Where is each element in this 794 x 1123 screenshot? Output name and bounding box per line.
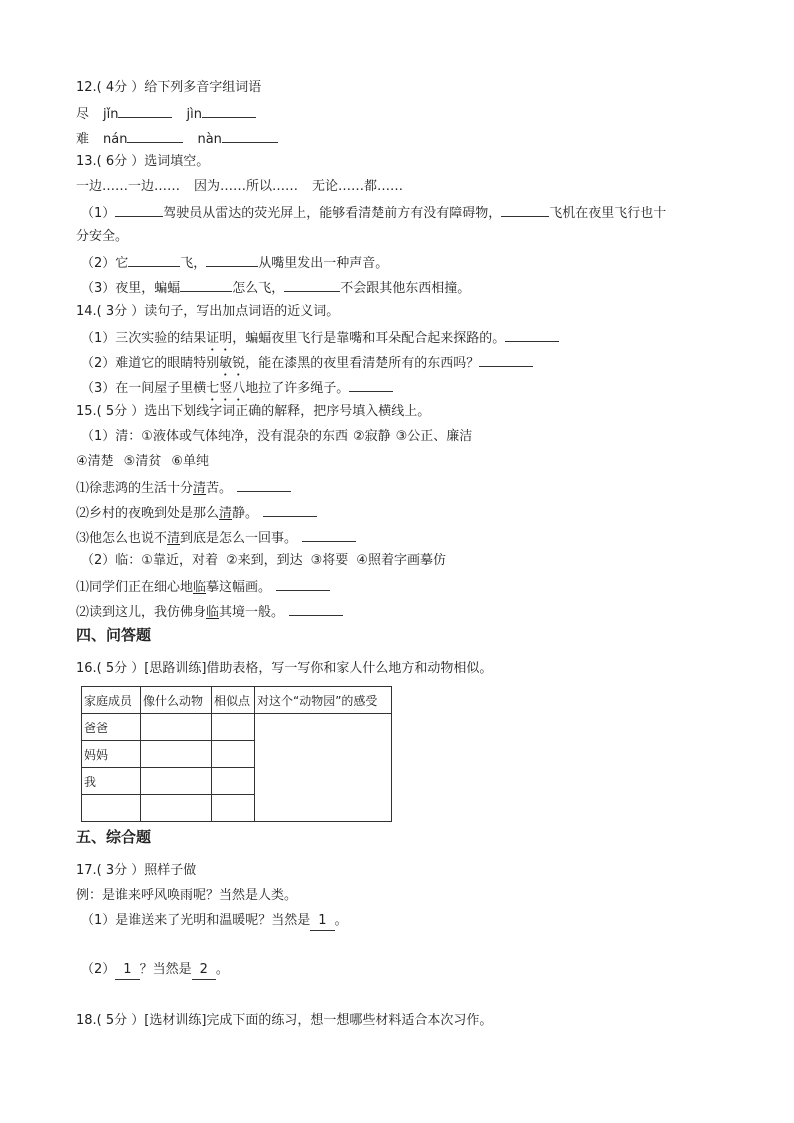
q17-text: （2） — [81, 962, 116, 977]
q14-s2-part: ，能在漆黑的夜里看清楚所有的东西吗？ — [245, 356, 480, 371]
underlined-char: 临 — [193, 580, 207, 595]
q15-part2-options — [81, 552, 446, 570]
q17-text: 。 — [334, 913, 348, 928]
q15-item-text: 摹这幅画。 — [206, 580, 272, 595]
table-cell-feeling-input[interactable] — [255, 714, 392, 822]
q15-part1-options-cont — [76, 453, 209, 471]
q14-s2-part: （2）难道它的眼睛特别 — [81, 356, 220, 371]
underlined-char: 临 — [206, 605, 220, 620]
q13-option: 无论……都…… — [312, 179, 404, 194]
answer-blank[interactable] — [237, 478, 291, 492]
q13-option: 一边……一边…… — [76, 179, 181, 194]
table-cell-input[interactable] — [212, 795, 255, 822]
answer-blank[interactable] — [206, 253, 258, 267]
dotted-word: 敏锐 — [219, 356, 246, 371]
q13-s3-part: （3）夜里，蝙蝠 — [81, 281, 181, 296]
answer-blank[interactable] — [289, 602, 343, 616]
answer-slot[interactable]: 2 — [192, 961, 216, 980]
answer-blank[interactable] — [302, 528, 356, 542]
q17-example: 例：是谁来呼风唤雨呢？当然是人类。 — [76, 888, 298, 903]
table-cell-input[interactable] — [141, 768, 212, 795]
q15-item-text: ⑴同学们正在细心地 — [76, 580, 194, 595]
table-cell-input[interactable] — [212, 741, 255, 768]
q17-text: 。 — [215, 962, 229, 977]
dotted-word: 七竖八 — [206, 381, 246, 396]
answer-blank[interactable] — [263, 503, 317, 517]
q13-sentence-1 — [81, 203, 666, 223]
q17-item-2 — [81, 961, 229, 980]
q15-item-text: 到底是怎么一回事。 — [180, 531, 298, 546]
table-cell-input[interactable] — [141, 714, 212, 741]
answer-blank[interactable] — [479, 353, 533, 367]
q15-item-text: 静。 — [232, 506, 259, 521]
q17-text: ？当然是 — [139, 962, 192, 977]
table-header-cell: 家庭成员 — [82, 687, 141, 714]
q13-s2-part: （2）它 — [81, 256, 129, 271]
q13-option: 因为……所以…… — [194, 179, 299, 194]
option-number: ① — [141, 429, 153, 444]
q17-item-1 — [81, 912, 348, 931]
family-animal-table — [81, 686, 392, 822]
q13-s3-part: 怎么飞， — [232, 281, 285, 296]
underlined-char: 清 — [193, 481, 207, 496]
option-number: ① — [141, 553, 153, 568]
answer-blank[interactable] — [127, 129, 183, 143]
table-cell-input[interactable] — [212, 768, 255, 795]
q12-pinyin-2a: nán — [103, 132, 128, 147]
q15-option: 照着字画摹仿 — [367, 553, 446, 568]
q13-s3-part: 不会跟其他东西相撞。 — [340, 281, 471, 296]
answer-slot[interactable]: 1 — [310, 912, 334, 931]
option-number: ② — [352, 429, 365, 444]
table-cell-input[interactable] — [141, 741, 212, 768]
answer-blank[interactable] — [180, 278, 232, 292]
q14-sentence-1 — [81, 328, 559, 354]
q15-option: 液体或气体纯净，没有混杂的东西 — [152, 429, 348, 444]
q15-header: 15.( 5分 ）选出下划线字词正确的解释，把序号填入横线上。 — [76, 404, 431, 419]
answer-blank[interactable] — [128, 253, 180, 267]
answer-blank[interactable] — [349, 378, 393, 392]
q12-pinyin-1a: jǐn — [103, 107, 119, 122]
option-number: ③ — [310, 553, 323, 568]
q13-s1-part: 飞机在夜里飞行也十 — [549, 206, 667, 221]
option-number: ③ — [395, 429, 408, 444]
q14-s3-part: （3）在一间屋子里横 — [81, 381, 207, 396]
table-header-cell: 相似点 — [212, 687, 255, 714]
q18-header: 18.( 5分 ）[选材训练]完成下面的练习，想一想哪些材料适合本次习作。 — [76, 1013, 493, 1028]
table-header-cell: 对这个“动物园”的感受 — [255, 687, 392, 714]
q15-item-5 — [76, 602, 343, 622]
q13-s2-part: 飞， — [180, 256, 207, 271]
q13-options — [76, 178, 403, 196]
option-number: ⑤ — [123, 454, 136, 469]
q13-header: 13.( 6分 ）选词填空。 — [76, 154, 210, 169]
q15-option: 清贫 — [135, 454, 162, 469]
option-number: ④ — [76, 454, 88, 469]
option-number: ② — [225, 553, 238, 568]
q12-char-1: 尽 — [76, 107, 90, 122]
q15-item-text: ⑵读到这儿，我仿佛身 — [76, 605, 207, 620]
q15-option: 靠近，对着 — [152, 553, 218, 568]
q14-s1-part: （1）三次实验的结果 — [81, 331, 207, 346]
q15-item-text: ⑴徐悲鸿的生活十分 — [76, 481, 194, 496]
table-header-cell: 像什么动物 — [141, 687, 212, 714]
q12-char-2: 难 — [76, 132, 90, 147]
q14-sentence-3 — [81, 378, 393, 404]
q14-s1-part: ，蝙蝠夜里飞行是靠嘴和耳朵配合起来探路的。 — [232, 331, 506, 346]
table-row — [82, 714, 392, 741]
q15-item-text: 苦。 — [206, 481, 233, 496]
q15-option: 寂静 — [364, 429, 391, 444]
q15-option: 来到，到达 — [237, 553, 303, 568]
q14-sentence-2 — [81, 353, 533, 379]
answer-blank[interactable] — [202, 104, 256, 118]
q17-text: （1）是谁送来了光明和温暖呢？当然是 — [81, 913, 311, 928]
q14-s3-part: 地拉了许多绳子。 — [245, 381, 350, 396]
dotted-word: 证明 — [206, 331, 233, 346]
q16-header: 16.( 5分 ）[思路训练]借助表格，写一写你和家人什么地方和动物相似。 — [76, 661, 493, 676]
q15-option: 公正、廉洁 — [407, 429, 473, 444]
q15-item-text: ⑶他怎么也说不 — [76, 531, 168, 546]
table-cell-member[interactable] — [82, 795, 141, 822]
q15-item-text: ⑵乡村的夜晚到处是那么 — [76, 506, 220, 521]
q12-header: 12.( 4分 ）给下列多音字组词语 — [76, 80, 262, 95]
answer-blank[interactable] — [505, 328, 559, 342]
underlined-char: 清 — [219, 506, 233, 521]
q13-s2-part: 从嘴里发出一种声音。 — [258, 256, 389, 271]
section-heading-5: 五、综合题 — [76, 828, 152, 846]
q17-header: 17.( 3分 ）照样子做 — [76, 863, 197, 878]
option-number: ⑥ — [171, 454, 183, 469]
q15-item-4 — [76, 577, 330, 597]
q15-item-text: 其境一般。 — [219, 605, 285, 620]
q13-sentence-3 — [81, 278, 470, 298]
answer-blank[interactable] — [115, 203, 163, 217]
q12-row-1 — [76, 104, 256, 124]
q15-option: 单纯 — [183, 454, 210, 469]
q13-sentence-2 — [81, 253, 388, 273]
q12-row-2 — [76, 129, 278, 149]
q13-s1-part: 驾驶员从雷达的荧光屏上，能够看清楚前方有没有障碍物， — [163, 206, 502, 221]
table-cell-input[interactable] — [212, 714, 255, 741]
table-cell-member: 我 — [82, 768, 141, 795]
table-header-row — [82, 687, 392, 714]
q15-p1-label: （1）清： — [81, 429, 142, 444]
option-number: ④ — [356, 553, 368, 568]
underlined-char: 清 — [167, 531, 181, 546]
q14-header: 14.( 3分 ）读句子，写出加点词语的近义词。 — [76, 304, 340, 319]
q15-item-2 — [76, 503, 317, 523]
answer-slot[interactable]: 1 — [115, 961, 139, 980]
table-cell-member: 妈妈 — [82, 741, 141, 768]
q12-pinyin-1b: jìn — [186, 107, 202, 122]
answer-blank[interactable] — [501, 203, 549, 217]
q15-option: 将要 — [322, 553, 349, 568]
q12-pinyin-2b: nàn — [197, 132, 222, 147]
table-cell-member: 爸爸 — [82, 714, 141, 741]
q15-item-3 — [76, 528, 356, 548]
q13-sentence-1-cont: 分安全。 — [76, 229, 129, 244]
answer-blank[interactable] — [222, 129, 278, 143]
q15-option: 清楚 — [87, 454, 114, 469]
q13-s1-part: （1） — [81, 206, 116, 221]
table-cell-input[interactable] — [141, 795, 212, 822]
answer-blank[interactable] — [276, 577, 330, 591]
answer-blank[interactable] — [284, 278, 340, 292]
q15-p2-label: （2）临： — [81, 553, 142, 568]
q15-part1-options — [81, 428, 472, 446]
q15-item-1 — [76, 478, 291, 498]
section-heading-4: 四、问答题 — [76, 626, 152, 644]
answer-blank[interactable] — [118, 104, 172, 118]
